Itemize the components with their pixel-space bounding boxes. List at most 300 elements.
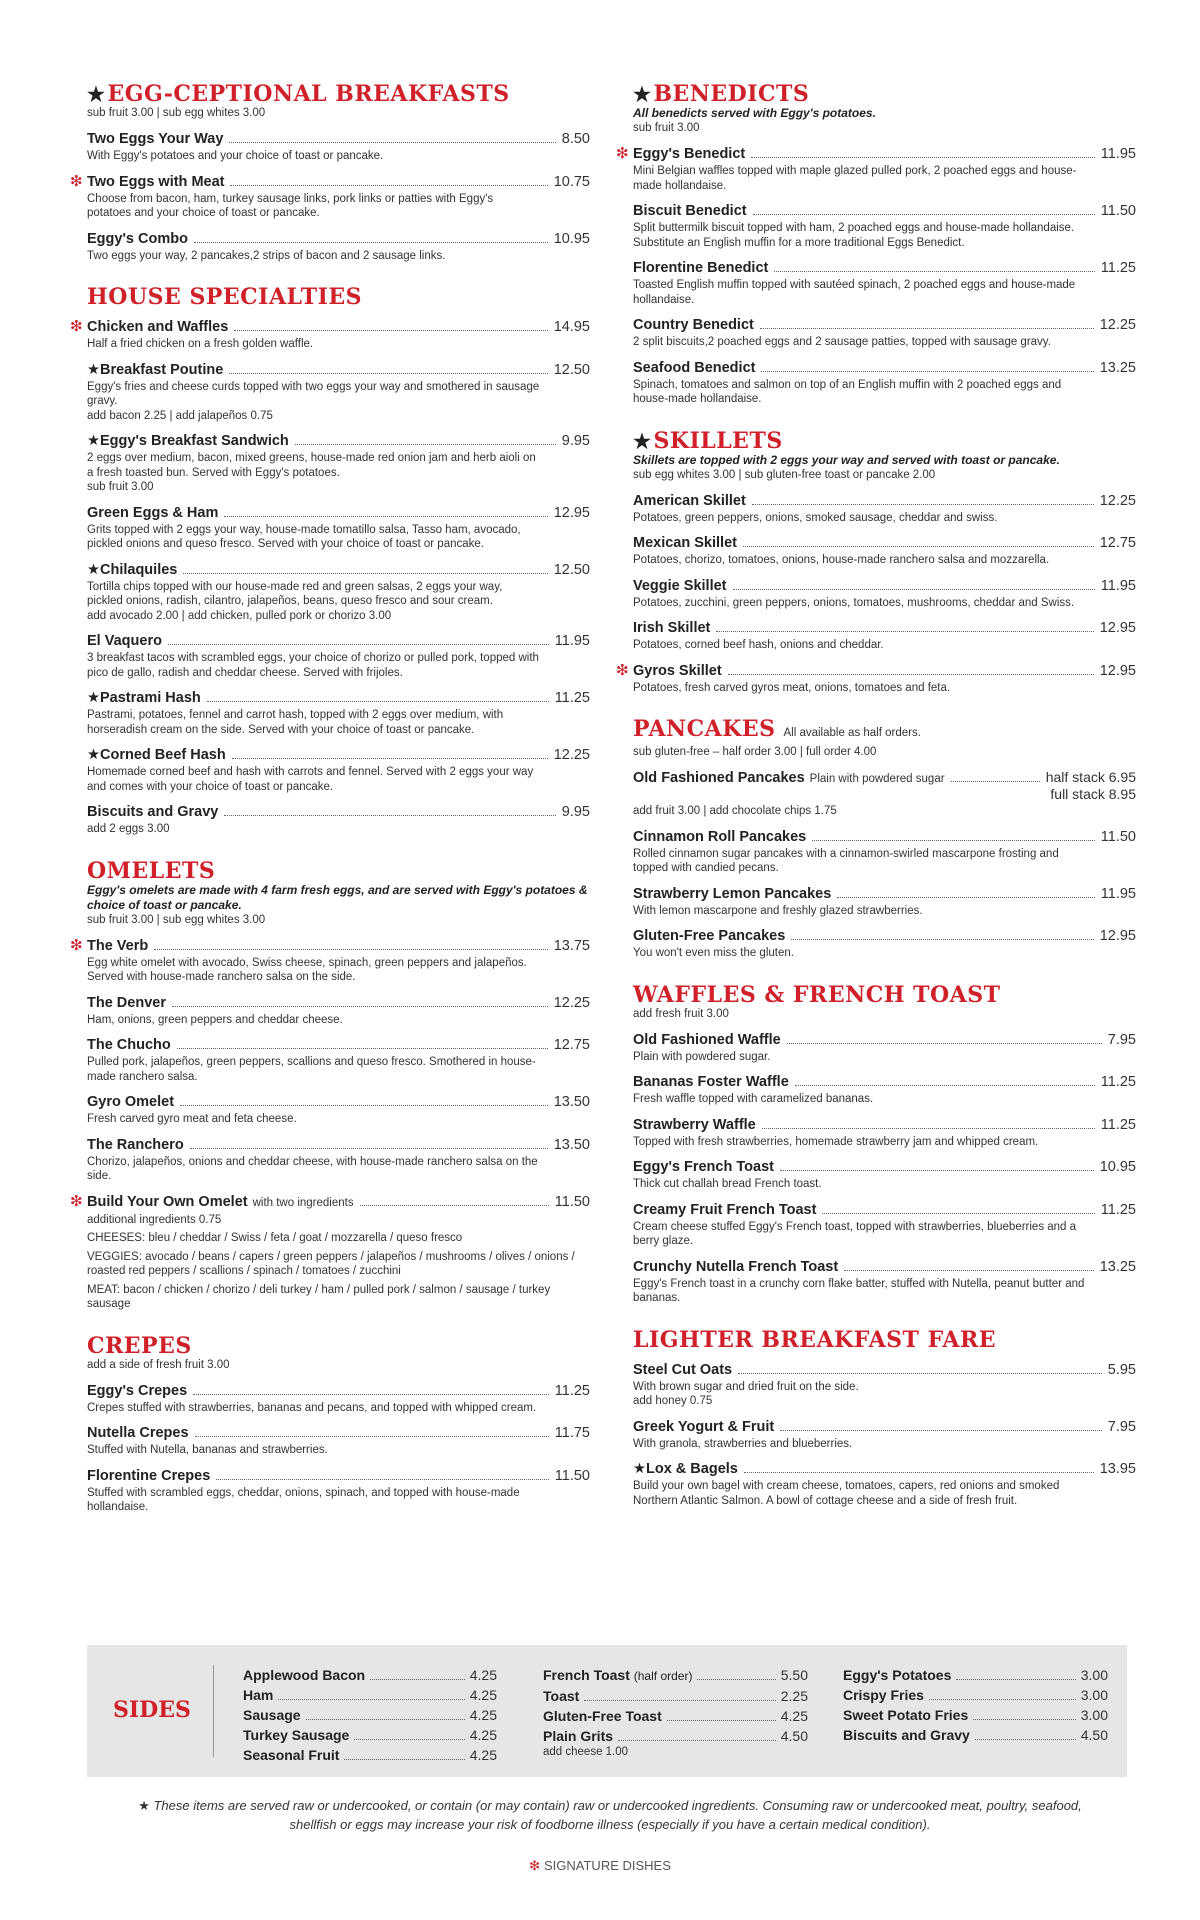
menu-item-line [87, 230, 590, 248]
section-title: WAFFLES & FRENCH TOAST [633, 981, 1001, 1008]
menu-item-description: Fresh waffle topped with caramelized bananas. [633, 1093, 874, 1105]
side-item-name [843, 1685, 924, 1705]
menu-item-name [633, 662, 722, 680]
dot-leader [667, 1720, 776, 1721]
dot-leader [761, 371, 1093, 372]
menu-item-price: 11.75 [554, 1425, 590, 1441]
menu-item-name [87, 1036, 171, 1054]
menu-item-name-text: Green Eggs & Ham [87, 504, 219, 521]
side-item-name-text: Biscuits and Gravy [843, 1727, 970, 1743]
signature-icon: ❇ [70, 936, 83, 954]
menu-item-name-text: Eggy's Crepes [87, 1382, 188, 1399]
side-item-name [243, 1745, 339, 1765]
menu-item-name [87, 1136, 184, 1154]
dot-leader [190, 1148, 548, 1149]
menu-item [87, 689, 590, 737]
dot-leader [774, 271, 1094, 272]
side-item-name [843, 1725, 970, 1745]
menu-item [633, 577, 1136, 611]
menu-item-price: 11.25 [1100, 1116, 1136, 1133]
side-item-price: 2.25 [780, 1688, 808, 1704]
star-icon: ★ [633, 82, 652, 106]
menu-item-line [633, 1116, 1136, 1134]
menu-item-price: 11.50 [554, 1193, 590, 1210]
dot-leader [229, 373, 547, 374]
menu-item-description: 2 split biscuits,2 poached eggs and 2 sausage patties, topped with sausage gravy. [633, 336, 1051, 348]
menu-item-line [87, 130, 590, 148]
star-icon: ★ [87, 747, 100, 763]
signature-icon: ❇ [616, 145, 629, 162]
menu-item [70, 1192, 590, 1228]
side-item-name [843, 1705, 968, 1725]
section-title: BENEDICTS [653, 81, 810, 107]
dot-leader [230, 185, 547, 186]
side-item [843, 1665, 1108, 1685]
dot-leader [232, 758, 548, 759]
menu-item-line [633, 492, 1136, 510]
dot-leader [207, 701, 549, 702]
menu-item-line [87, 318, 590, 336]
menu-item-line [87, 504, 590, 522]
signature-icon: ❇ [616, 661, 629, 679]
menu-item-line [633, 828, 1136, 846]
menu-item-name [633, 316, 754, 334]
menu-item-name-text: Seafood Benedict [633, 359, 756, 376]
menu-item-line [87, 173, 590, 191]
menu-item-price: 12.75 [553, 1037, 590, 1053]
side-item-name-text: Sausage [243, 1707, 301, 1723]
dot-leader [154, 949, 547, 950]
star-icon: ★ [87, 361, 100, 378]
side-item-name-text: Eggy's Potatoes [843, 1667, 952, 1683]
menu-item-description: 3 breakfast tacos with scrambled eggs, your choice of chorizo or pulled pork, topped with pico de gallo, radish and cheddar cheese. Served with frijoles. [87, 652, 539, 679]
menu-section [633, 717, 1136, 961]
menu-item-description: Spinach, tomatoes and salmon on top of an English muffin with 2 poached eggs and house-made hollandaise. [633, 378, 1062, 405]
menu-item-line [633, 534, 1136, 552]
menu-item-name-text: Biscuit Benedict [633, 203, 747, 219]
menu-item-description: Tortilla chips topped with our house-made red and green salsas, 2 eggs your way, pickled onions, radish, cilantro, jalapeños, beans, queso fresco and sour cream. [87, 580, 503, 607]
menu-item-description: Potatoes, zucchini, green peppers, onions, tomatoes, mushrooms, cheddar and Swiss. [633, 596, 1075, 609]
menu-item [87, 1382, 590, 1416]
menu-item-name [633, 202, 747, 220]
footer-text: SIGNATURE DISHES [544, 1858, 671, 1873]
menu-item-price: 10.75 [553, 173, 590, 190]
sides-column-1 [243, 1665, 497, 1765]
menu-item [633, 316, 1136, 350]
menu-item [87, 432, 590, 495]
menu-item-price: 13.50 [553, 1094, 590, 1110]
menu-item-name-text: Chicken and Waffles [87, 319, 229, 335]
menu-item [87, 994, 590, 1028]
menu-item-description: Ham, onions, green peppers and cheddar cheese. [87, 1013, 343, 1026]
menu-item-price: 11.25 [1100, 1201, 1136, 1218]
side-item-name-text: Seasonal Fruit [243, 1747, 340, 1763]
section-heading [87, 82, 590, 106]
dot-leader [744, 1472, 1094, 1473]
menu-item-name-text: Cinnamon Roll Pancakes [633, 828, 807, 845]
dot-leader [234, 330, 547, 331]
menu-item-name [633, 359, 755, 377]
menu-item-line [87, 1424, 590, 1442]
menu-item-name [87, 318, 228, 336]
menu-item-name [87, 632, 162, 650]
menu-item-description: Toasted English muffin topped with sautéed spinach, 2 poached eggs and house-made hollandaise. [633, 279, 1076, 306]
menu-item-description: Eggy's fries and cheese curds topped with two eggs your way and smothered in sausage gravy. [87, 380, 540, 407]
section-note: Eggy's omelets are made with 4 farm fresh eggs, and are served with Eggy's potatoes & choice of toast or pancake. [87, 882, 588, 912]
menu-item-name-text: Two Eggs with Meat [87, 173, 225, 190]
menu-item-name [633, 927, 785, 945]
menu-item-price: 12.95 [1099, 928, 1136, 944]
menu-item-line [87, 1382, 590, 1400]
menu-item-line [633, 662, 1136, 680]
side-item-subtitle: (half order) [633, 1669, 693, 1683]
menu-item-name [633, 145, 745, 163]
side-item-name [543, 1686, 579, 1706]
menu-item-description: additional ingredients 0.75 [87, 1213, 222, 1226]
menu-item [87, 803, 590, 837]
menu-item-price: 11.95 [1100, 577, 1136, 594]
side-item [843, 1705, 1108, 1725]
dot-leader [762, 1128, 1095, 1129]
menu-item-description: Crepes stuffed with strawberries, bananas and pecans, and topped with whipped cream. [87, 1401, 537, 1414]
menu-section [616, 427, 1136, 696]
menu-item-line [633, 1201, 1136, 1219]
menu-item-price: 11.50 [554, 1467, 590, 1484]
side-item-name [243, 1665, 365, 1685]
menu-item-description: Choose from bacon, ham, turkey sausage links, pork links or patties with Eggy's potatoes and your choice of toast or pancake. [87, 192, 494, 219]
menu-item-line [633, 885, 1136, 903]
omelet-ingredient-options: CHEESES: bleu / cheddar / Swiss / feta / goat / mozzarella / queso fresco [87, 1232, 463, 1244]
menu-item-price: 11.95 [554, 633, 590, 649]
menu-item-name [87, 1093, 174, 1111]
menu-item-description: Build your own bagel with cream cheese, tomatoes, capers, red onions and smoked Northern Atlantic Salmon. A bowl of cottage cheese and a side of fresh fruit. [633, 1480, 1060, 1507]
menu-item-price: 8.50 [561, 131, 590, 147]
menu-item-description: With lemon mascarpone and freshly glazed strawberries. [633, 904, 923, 917]
menu-item-line [87, 1093, 590, 1111]
menu-item-line [87, 937, 590, 955]
section-note: All benedicts served with Eggy's potatoes. [633, 106, 876, 120]
menu-item-price: 12.25 [553, 747, 590, 763]
menu-item [633, 1073, 1136, 1107]
menu-item-name-text: Build Your Own Omelet [87, 1193, 248, 1210]
dot-leader [975, 1739, 1076, 1740]
menu-column-right [616, 81, 1136, 1530]
menu-item-line [87, 1467, 590, 1485]
section-title: PANCAKES [633, 716, 776, 742]
dot-leader [812, 840, 1095, 841]
menu-item-name-text: Biscuits and Gravy [87, 804, 219, 820]
menu-item [87, 561, 590, 624]
side-item [243, 1745, 497, 1765]
menu-item-name [633, 1116, 756, 1134]
footer-legend [0, 1858, 1200, 1874]
menu-item-description: add fruit 3.00 | add chocolate chips 1.75 [633, 805, 837, 817]
menu-section [70, 284, 590, 837]
menu-item-price: 11.25 [554, 690, 590, 706]
star-icon: ★ [87, 82, 106, 106]
menu-item-name-text: Creamy Fruit French Toast [633, 1201, 817, 1218]
dot-leader [183, 573, 547, 574]
menu-item-description: add 2 eggs 3.00 [87, 823, 170, 835]
menu-item-name [87, 361, 223, 379]
dot-leader [224, 516, 547, 517]
menu-item-price: 12.50 [553, 361, 590, 378]
dot-leader [344, 1759, 464, 1760]
sides-divider [213, 1665, 214, 1757]
menu-item [633, 1418, 1136, 1452]
menu-item-name-text: The Chucho [87, 1037, 171, 1053]
menu-item-name-text: Breakfast Poutine [100, 361, 224, 378]
menu-column-left [70, 81, 590, 1537]
side-item-price: 4.25 [469, 1707, 497, 1723]
menu-item-name-text: Gyro Omelet [87, 1094, 175, 1110]
side-item [243, 1685, 497, 1705]
dot-leader [295, 444, 556, 445]
menu-item-description: Rolled cinnamon sugar pancakes with a cinnamon-swirled mascarpone frosting and topped with candied pecans. [633, 847, 1059, 874]
menu-item [633, 1031, 1136, 1065]
menu-item-price: 7.95 [1107, 1031, 1136, 1048]
menu-item [616, 661, 1136, 696]
menu-item-name [633, 1158, 774, 1176]
menu-item-description: Potatoes, corned beef hash, onions and cheddar. [633, 639, 884, 651]
menu-item-price: 12.95 [553, 504, 590, 521]
menu-item-name-text: Eggy's Benedict [633, 146, 746, 162]
menu-item-line [87, 1036, 590, 1054]
menu-item [87, 746, 590, 794]
menu-item-name [87, 561, 177, 579]
omelet-ingredient-options: MEAT: bacon / chicken / chorizo / deli turkey / ham / pulled pork / salmon / sausage / turkey sausage [87, 1283, 551, 1310]
menu-item-price: 12.25 [1099, 492, 1136, 509]
section-title: CREPES [87, 1332, 192, 1359]
menu-item-name-text: Two Eggs Your Way [87, 131, 224, 147]
disclaimer [120, 1796, 1100, 1834]
section-heading [633, 983, 1136, 1007]
menu-item-name-text: Old Fashioned Pancakes [633, 770, 805, 786]
section-title: SKILLETS [653, 427, 783, 454]
menu-item-name [633, 1460, 738, 1478]
dot-leader [306, 1719, 465, 1720]
menu-item-name [633, 619, 710, 637]
menu-item [87, 1424, 590, 1458]
menu-item-description: With granola, strawberries and blueberries. [633, 1437, 853, 1450]
menu-item-description: With Eggy's potatoes and your choice of toast or pancake. [87, 150, 384, 162]
menu-item [633, 1201, 1136, 1249]
dot-leader [278, 1699, 464, 1700]
menu-item-name-text: The Denver [87, 994, 166, 1011]
menu-item [633, 534, 1136, 568]
menu-item-description: Topped with fresh strawberries, homemade strawberry jam and whipped cream. [633, 1135, 1039, 1148]
disclaimer-text: These items are served raw or undercooked, or contain (or may contain) raw or undercooked ingredients. Consuming raw or undercooked meat, poultry, seafood, shellfish or eggs may increase your risk of foodborne illness (especially if you have a certain medical condition). [153, 1798, 1082, 1832]
menu-item [87, 361, 590, 424]
menu-item-name [87, 689, 201, 707]
menu-item [87, 632, 590, 680]
side-item-name-text: Toast [543, 1688, 580, 1704]
menu-item-price: 13.95 [1099, 1461, 1136, 1477]
menu-item-name-text: The Verb [87, 937, 149, 954]
menu-item-prices [1046, 769, 1136, 803]
side-item-price: 4.25 [469, 1747, 497, 1763]
side-item [543, 1706, 808, 1726]
menu-item-price: 9.95 [561, 804, 590, 820]
menu-item-name [633, 1073, 789, 1091]
menu-item-line [633, 1158, 1136, 1176]
menu-item-name-text: El Vaquero [87, 633, 162, 649]
side-item-name-text: Plain Grits [543, 1728, 614, 1744]
menu-item-description: Pastrami, potatoes, fennel and carrot hash, topped with 2 eggs over medium, with horseradish cream on the side. Served with your choice of toast or pancake. [87, 709, 504, 736]
menu-item-description: Fresh carved gyro meat and feta cheese. [87, 1113, 297, 1125]
menu-item-name [633, 1031, 781, 1049]
menu-item-line [633, 145, 1136, 163]
side-item-name [543, 1726, 613, 1746]
menu-item-name-text: Gyros Skillet [633, 662, 722, 679]
sides-column-3 [843, 1665, 1108, 1745]
menu-item-price: full stack 8.95 [1050, 786, 1136, 802]
signature-icon: ❇ [70, 172, 83, 190]
sides-column-2 [543, 1665, 808, 1759]
menu-item-line [87, 361, 590, 379]
menu-item [633, 259, 1136, 307]
section-heading [633, 82, 1136, 106]
menu-item-line [633, 1418, 1136, 1436]
section-title: OMELETS [87, 857, 216, 884]
side-item-name [243, 1725, 349, 1745]
side-item-name-text: French Toast [543, 1667, 630, 1683]
signature-icon: ❇ [70, 1192, 83, 1210]
menu-item-line [633, 202, 1136, 220]
menu-item-name [633, 885, 831, 903]
section-title: LIGHTER BREAKFAST FARE [633, 1326, 997, 1353]
menu-item-name [633, 577, 727, 595]
menu-item-line [633, 1361, 1136, 1379]
dot-leader [760, 328, 1094, 329]
side-item-name [543, 1665, 692, 1686]
side-item-price: 3.00 [1080, 1707, 1108, 1723]
menu-item-description: Egg white omelet with avocado, Swiss cheese, spinach, green peppers and jalapeños. Served with house-made ranchero salsa on the side. [87, 956, 527, 983]
dot-leader [194, 242, 548, 243]
side-item [243, 1665, 497, 1685]
dot-leader [753, 214, 1095, 215]
dot-leader [929, 1699, 1076, 1700]
menu-item-name [87, 1382, 187, 1400]
menu-item [633, 1460, 1136, 1508]
menu-section [70, 857, 590, 1312]
menu-item-price: 14.95 [553, 319, 590, 335]
side-item-name [243, 1705, 301, 1725]
dot-leader [177, 1048, 548, 1049]
menu-item-description: Mini Belgian waffles topped with maple glazed pulled pork, 2 poached eggs and house-made hollandaise. [633, 165, 1077, 192]
section-note: sub egg whites 3.00 | sub gluten-free toast or pancake 2.00 [633, 468, 936, 481]
menu-item-line [633, 619, 1136, 637]
menu-item-line [87, 432, 590, 450]
menu-item-price: half stack 6.95 [1045, 769, 1136, 785]
side-item-name-text: Crispy Fries [843, 1687, 924, 1703]
menu-item-line [633, 1258, 1136, 1276]
menu-item [87, 1036, 590, 1084]
dot-leader [180, 1105, 548, 1106]
menu-item [87, 1467, 590, 1515]
menu-item-price: 11.25 [1100, 260, 1136, 276]
menu-item-name [633, 1418, 774, 1436]
menu-item-name-text: Eggy's French Toast [633, 1159, 774, 1175]
dot-leader [168, 644, 549, 645]
menu-item-description: 2 eggs over medium, bacon, mixed greens, house-made red onion jam and herb aioli on a fresh toasted bun. Served with Eggy's potatoes. [87, 452, 536, 479]
menu-item-line [633, 1460, 1136, 1478]
menu-item-name [87, 937, 148, 955]
menu-item-description: Cream cheese stuffed Eggy's French toast, topped with strawberries, blueberries and a berry glaze. [633, 1220, 1077, 1247]
side-item-name-text: Turkey Sausage [243, 1727, 350, 1743]
side-item-name-text: Ham [243, 1687, 274, 1703]
menu-item [70, 172, 590, 221]
menu-item-name [87, 504, 218, 522]
menu-item-name [87, 746, 226, 764]
menu-section [87, 1334, 590, 1515]
section-title: HOUSE SPECIALTIES [87, 284, 363, 310]
menu-item-name-text: Florentine Benedict [633, 260, 769, 276]
menu-item-name-text: Gluten-Free Pancakes [633, 928, 786, 944]
menu-item-name [87, 173, 224, 191]
menu-item-name-text: The Ranchero [87, 1136, 184, 1153]
menu-item-name-text: Florentine Crepes [87, 1467, 211, 1484]
side-item-name [243, 1685, 273, 1705]
menu-item-name-text: Lox & Bagels [646, 1461, 738, 1477]
side-item [543, 1665, 808, 1686]
menu-item-name [87, 432, 289, 450]
dot-leader [822, 1213, 1094, 1214]
menu-item-name [633, 492, 746, 510]
menu-section [70, 81, 590, 263]
menu-section [633, 1328, 1136, 1509]
menu-item [633, 828, 1136, 876]
menu-item-line [87, 994, 590, 1012]
menu-item-line [633, 359, 1136, 377]
menu-item-name [87, 1467, 210, 1485]
dot-leader [370, 1679, 465, 1680]
menu-item-name-text: Eggy's Combo [87, 230, 188, 247]
dot-leader [743, 546, 1094, 547]
side-item-price: 3.00 [1080, 1687, 1108, 1703]
menu-item-line [633, 1031, 1136, 1049]
dot-leader [618, 1740, 776, 1741]
menu-item-description: Thick cut challah bread French toast. [633, 1178, 822, 1190]
side-item [543, 1726, 808, 1746]
sides-panel [87, 1645, 1127, 1777]
menu-item-name [633, 828, 806, 846]
menu-item-description: Stuffed with scrambled eggs, cheddar, onions, spinach, and topped with house-made hollandaise. [87, 1486, 520, 1513]
menu-item [70, 936, 590, 985]
menu-item [633, 1361, 1136, 1409]
menu-item-line [633, 259, 1136, 277]
dot-leader [229, 142, 555, 143]
section-heading [87, 1334, 590, 1358]
dot-leader [951, 781, 1040, 782]
menu-item-description: Half a fried chicken on a fresh golden waffle. [87, 338, 314, 350]
menu-item-price: 10.95 [553, 230, 590, 247]
dot-leader [697, 1679, 775, 1680]
menu-item-description: Potatoes, fresh carved gyros meat, onions, tomatoes and feta. [633, 681, 951, 694]
dot-leader [787, 1043, 1102, 1044]
dot-leader [844, 1270, 1094, 1271]
menu-item-price: 13.75 [553, 937, 590, 954]
menu-item-price: 12.25 [553, 994, 590, 1011]
section-heading [87, 285, 590, 309]
section-heading [87, 859, 590, 883]
dot-leader [780, 1430, 1102, 1431]
menu-item-name-text: Mexican Skillet [633, 535, 737, 551]
menu-item-line [633, 1073, 1136, 1091]
menu-item-line [633, 577, 1136, 595]
section-heading [633, 717, 1136, 745]
menu-item-name [87, 1424, 189, 1442]
